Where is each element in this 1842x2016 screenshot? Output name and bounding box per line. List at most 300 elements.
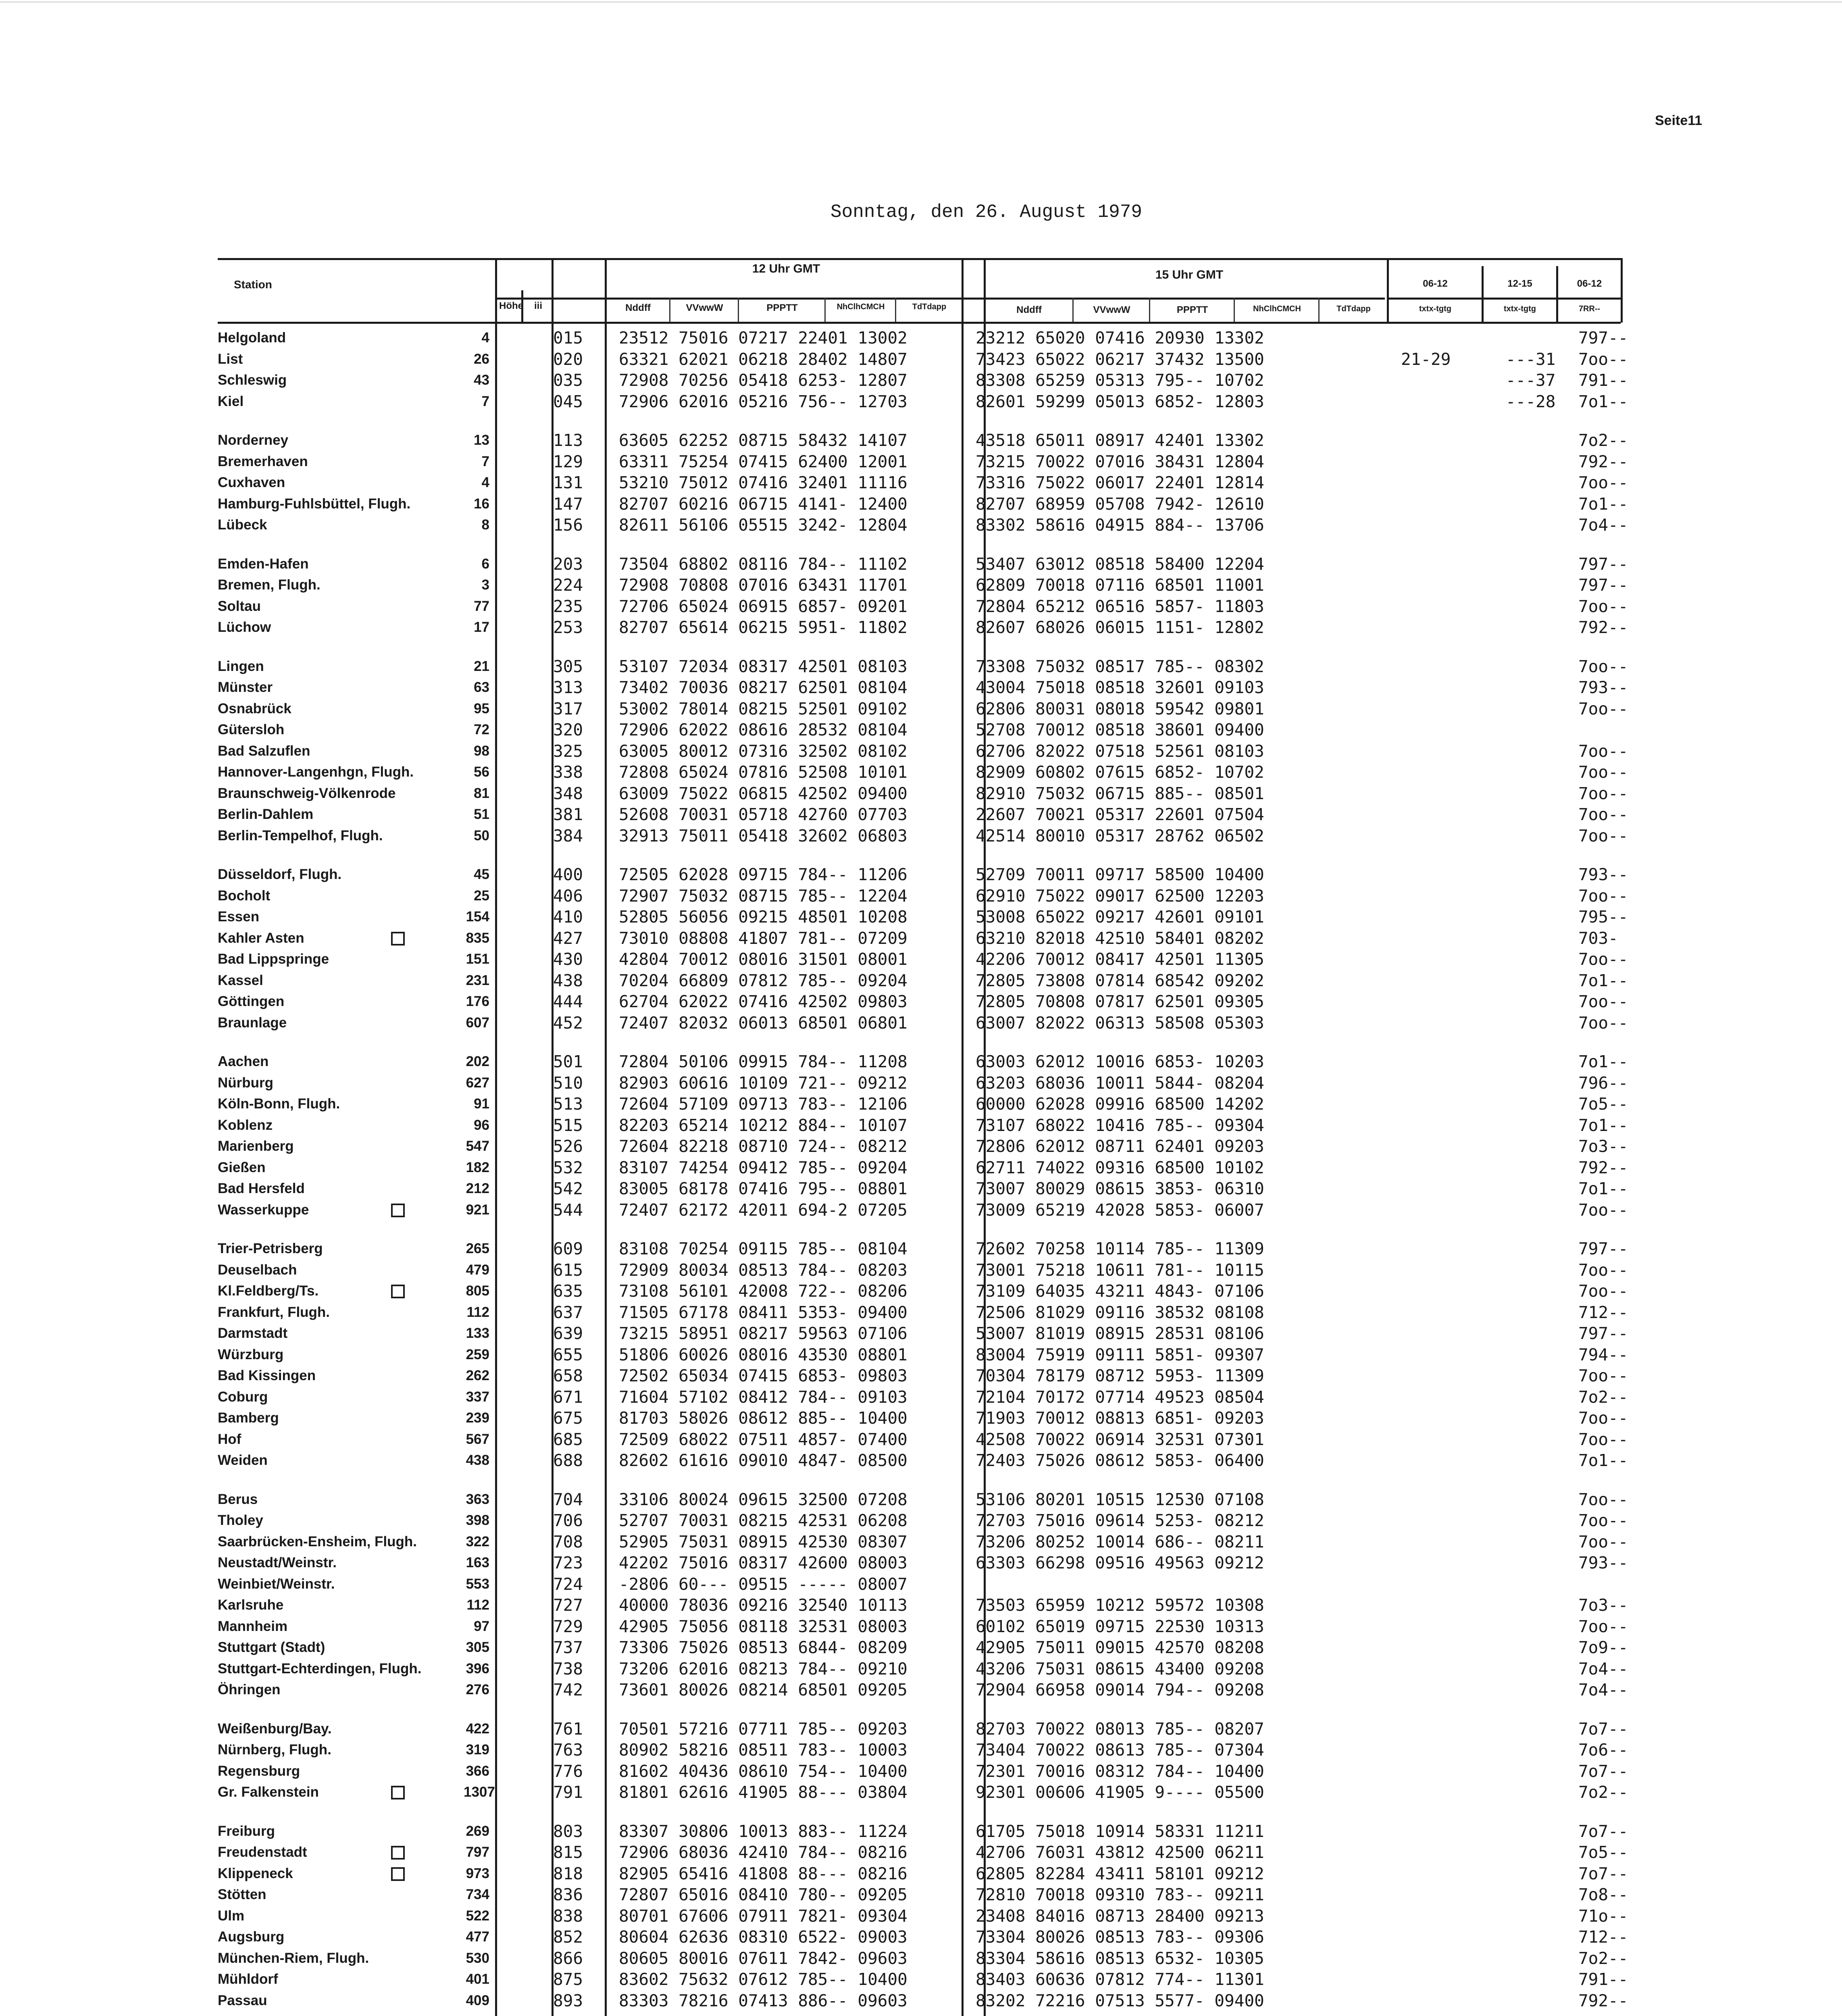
group-gap	[1506, 1803, 1555, 1821]
group-gap	[218, 2011, 476, 2016]
cell-text: 62806 80031 08018 59542 09801	[976, 699, 1264, 719]
table-cell-a	[1401, 949, 1451, 970]
table-cell-iii	[553, 991, 583, 1012]
cell-text: Coburg	[218, 1389, 268, 1405]
table-cell-g15	[976, 1344, 1264, 1366]
cell-text: 522	[466, 1908, 489, 1924]
cell-text: Koblenz	[218, 1117, 273, 1133]
table-cell-b	[1506, 741, 1555, 762]
table-cell-hoehe	[464, 1906, 489, 1927]
cell-text: Marienberg	[218, 1138, 294, 1154]
cell-text: 95	[474, 700, 489, 716]
cell-text: 794--	[1578, 1345, 1628, 1364]
cell-text: 72604 82218 08710 724-- 08212	[619, 1137, 907, 1156]
cell-text: Deuselbach	[218, 1262, 297, 1278]
table-cell-a	[1401, 656, 1451, 677]
table-cell-iii	[553, 596, 583, 617]
table-cell-hoehe	[464, 1718, 489, 1740]
rule-12-c3	[824, 298, 826, 322]
cell-text: 7oo--	[1578, 1429, 1628, 1449]
table-cell-b	[1506, 1450, 1555, 1471]
table-cell-b	[1506, 1408, 1555, 1429]
table-cell-a	[1401, 741, 1451, 762]
group-gap	[464, 1701, 489, 1718]
cell-text: 82909 60802 07615 6852- 10702	[976, 762, 1264, 782]
table-cell-hoehe	[464, 575, 489, 596]
cell-text: 797	[466, 1844, 489, 1860]
table-cell-iii	[553, 494, 583, 515]
table-cell-hoehe	[464, 762, 489, 783]
table-cell-hoehe	[464, 1136, 489, 1157]
table-cell-station	[218, 1679, 476, 1701]
cell-text: 42804 70012 08016 31501 08001	[619, 950, 907, 969]
table-cell-b	[1506, 1323, 1555, 1344]
table-cell-b	[1506, 391, 1555, 412]
table-cell-iii	[553, 451, 583, 473]
table-cell-c	[1578, 1408, 1628, 1429]
table-cell-hoehe	[464, 677, 489, 698]
table-cell-station	[218, 1093, 476, 1115]
cell-text: 23512 75016 07217 22401 13002	[619, 328, 907, 348]
cell-text: Regensburg	[218, 1763, 300, 1779]
cell-text: 253	[553, 618, 583, 637]
open-square-icon	[391, 1786, 405, 1799]
column-extra-b	[1506, 327, 1555, 2016]
table-cell-c	[1578, 1990, 1628, 2012]
table-cell-a	[1401, 1093, 1451, 1115]
cell-text: 83302 58616 04915 884-- 13706	[976, 515, 1264, 535]
group-gap	[1578, 1033, 1628, 1051]
table-cell-c	[1578, 596, 1628, 617]
cell-text: 409	[466, 1992, 489, 2008]
table-cell-c	[1578, 1260, 1628, 1281]
cell-text: 738	[553, 1659, 583, 1679]
cell-text: 72	[474, 722, 489, 737]
cell-text: 893	[553, 1991, 583, 2010]
group-gap	[976, 536, 1264, 554]
table-cell-g12	[619, 783, 907, 804]
cell-text: 262	[466, 1368, 489, 1383]
cell-text: 83308 65259 05313 795-- 10702	[976, 371, 1264, 390]
table-cell-g15	[976, 1387, 1264, 1408]
cell-text: 43206 75031 08615 43400 09208	[976, 1659, 1264, 1679]
table-cell-g12	[619, 1012, 907, 1034]
cell-text: Weißenburg/Bay.	[218, 1720, 332, 1737]
cell-text: 797--	[1578, 328, 1628, 348]
table-cell-g15	[976, 1012, 1264, 1034]
header-iii: iii	[534, 300, 542, 311]
table-cell-station	[218, 1948, 476, 1969]
cell-text: 793--	[1578, 865, 1628, 884]
cell-text: Schleswig	[218, 372, 287, 388]
table-cell-c	[1578, 1323, 1628, 1344]
table-cell-g15	[976, 451, 1264, 473]
group-gap	[218, 1803, 476, 1821]
table-cell-c	[1578, 1073, 1628, 1094]
cell-text: 163	[466, 1555, 489, 1570]
table-cell-c	[1578, 327, 1628, 349]
header-15-clouds: NhClhCMCH	[1253, 304, 1301, 313]
cell-text: 32913 75011 05418 32602 06803	[619, 826, 907, 846]
cell-text: 72805 73808 07814 68542 09202	[976, 971, 1264, 990]
table-cell-b	[1506, 991, 1555, 1012]
table-cell-iii	[553, 391, 583, 412]
table-cell-iii	[553, 1323, 583, 1344]
table-cell-station	[218, 885, 476, 907]
table-cell-iii	[553, 349, 583, 370]
cell-text: 685	[553, 1429, 583, 1449]
cell-text: 712--	[1578, 1927, 1628, 1947]
table-cell-iii	[553, 554, 583, 575]
table-cell-station	[218, 698, 476, 720]
table-cell-hoehe	[464, 472, 489, 494]
open-square-icon	[391, 1867, 405, 1881]
table-cell-iii	[553, 656, 583, 677]
group-gap	[218, 412, 476, 430]
cell-text: 82707 60216 06715 4141- 12400	[619, 494, 907, 514]
table-cell-a	[1401, 514, 1451, 536]
cell-text: 72602 70258 10114 785-- 11309	[976, 1239, 1264, 1258]
table-cell-a	[1401, 1658, 1451, 1680]
cell-text: 7	[481, 393, 489, 409]
table-cell-g12	[619, 1948, 907, 1969]
table-cell-g15	[976, 1552, 1264, 1574]
table-cell-a	[1401, 1429, 1451, 1450]
table-cell-g12	[619, 1969, 907, 1990]
cell-text: Braunschweig-Völkenrode	[218, 785, 396, 801]
cell-text: 73304 80026 08513 783-- 09306	[976, 1927, 1264, 1947]
table-cell-c	[1578, 1761, 1628, 1782]
cell-text: 803	[553, 1821, 583, 1841]
table-cell-iii	[553, 1718, 583, 1740]
cell-text: 176	[466, 993, 489, 1009]
table-cell-station	[218, 1200, 476, 1221]
table-cell-g15	[976, 719, 1264, 741]
table-cell-iii	[553, 1157, 583, 1179]
table-cell-g12	[619, 451, 907, 473]
header-station: Station	[234, 278, 272, 291]
table-cell-station	[218, 804, 476, 825]
group-gap	[218, 536, 476, 554]
cell-text: 73010 08808 41807 781-- 07209	[619, 928, 907, 948]
rule-subheader	[496, 298, 1385, 300]
cell-text: 381	[553, 805, 583, 824]
cell-text: 7o1--	[1578, 1052, 1628, 1071]
table-cell-station	[218, 1926, 476, 1948]
group-gap	[1401, 638, 1451, 656]
cell-text: Soltau	[218, 598, 261, 614]
table-cell-station	[218, 1012, 476, 1034]
table-cell-station	[218, 1115, 476, 1136]
table-cell-g12	[619, 885, 907, 907]
cell-text: 82611 56106 05515 3242- 12804	[619, 515, 907, 535]
table-cell-c	[1578, 1450, 1628, 1471]
table-cell-iii	[553, 1531, 583, 1553]
table-cell-g15	[976, 1658, 1264, 1680]
table-cell-b	[1506, 1178, 1555, 1200]
cell-text: 452	[553, 1013, 583, 1033]
table-cell-hoehe	[464, 1679, 489, 1701]
table-cell-iii	[553, 825, 583, 847]
table-cell-a	[1401, 970, 1451, 991]
table-cell-b	[1506, 1718, 1555, 1740]
cell-text: Lüchow	[218, 619, 271, 635]
rule-12-c4	[895, 298, 896, 322]
table-cell-station	[218, 1884, 476, 1906]
table-cell-b	[1506, 1012, 1555, 1034]
cell-text: 73404 70022 08613 785-- 07304	[976, 1740, 1264, 1760]
table-cell-iii	[553, 1969, 583, 1990]
cell-text: 73007 80029 08615 3853- 06310	[976, 1179, 1264, 1198]
cell-text: 635	[553, 1281, 583, 1301]
table-cell-a	[1401, 928, 1451, 949]
table-cell-g15	[976, 698, 1264, 720]
cell-text: 43	[474, 372, 489, 388]
cell-text: 42514 80010 05317 28762 06502	[976, 826, 1264, 846]
table-cell-b	[1506, 762, 1555, 783]
cell-text: 7oo--	[1578, 1511, 1628, 1530]
cell-text: 42508 70022 06914 32531 07301	[976, 1429, 1264, 1449]
cell-text: Bad Lippspringe	[218, 951, 329, 967]
table-cell-g15	[976, 1679, 1264, 1701]
table-cell-g12	[619, 327, 907, 349]
cell-text: Bad Kissingen	[218, 1368, 316, 1383]
cell-text: 26	[474, 351, 489, 367]
open-square-icon	[391, 1204, 405, 1217]
cell-text: München-Riem, Flugh.	[218, 1950, 369, 1966]
table-cell-iii	[553, 1552, 583, 1574]
cell-text: 7oo--	[1578, 805, 1628, 824]
table-cell-g15	[976, 1616, 1264, 1637]
cell-text: 72104 70172 07714 49523 08504	[976, 1387, 1264, 1407]
table-cell-g15	[976, 1595, 1264, 1616]
cell-text: Bamberg	[218, 1410, 279, 1426]
cell-text: 73423 65022 06217 37432 13500	[976, 349, 1264, 369]
table-cell-g15	[976, 906, 1264, 928]
table-cell-a	[1401, 1178, 1451, 1200]
cell-text: 22607 70021 05317 22601 07504	[976, 805, 1264, 824]
table-cell-hoehe	[464, 1200, 489, 1221]
cell-text: 6	[481, 556, 489, 572]
group-gap	[553, 1701, 583, 1718]
cell-text: List	[218, 351, 243, 367]
cell-text: 797--	[1578, 1324, 1628, 1343]
table-cell-a	[1401, 1782, 1451, 1803]
table-cell-g15	[976, 825, 1264, 847]
group-gap	[553, 846, 583, 864]
group-gap	[976, 1220, 1264, 1238]
cell-text: 712--	[1578, 1302, 1628, 1322]
cell-text: 422	[466, 1720, 489, 1737]
group-gap	[218, 1701, 476, 1718]
cell-text: 791	[553, 1783, 583, 1802]
table-cell-g12	[619, 1429, 907, 1450]
cell-text: Kl.Feldberg/Ts.	[218, 1283, 319, 1299]
table-cell-g15	[976, 1574, 1264, 1595]
cell-text: 62805 82284 43411 58101 09212	[976, 1864, 1264, 1883]
table-cell-g15	[976, 1884, 1264, 1906]
table-cell-g15	[976, 656, 1264, 677]
cell-text: 72502 65034 07415 6853- 09803	[619, 1366, 907, 1385]
table-cell-c	[1578, 928, 1628, 949]
cell-text: Stuttgart (Stadt)	[218, 1639, 325, 1655]
table-cell-c	[1578, 514, 1628, 536]
cell-text: 82607 68026 06015 1151- 12802	[976, 618, 1264, 637]
table-cell-a	[1401, 1552, 1451, 1574]
table-cell-a	[1401, 1302, 1451, 1323]
cell-text: 45	[474, 866, 489, 882]
cell-text: Tholey	[218, 1512, 263, 1528]
table-cell-g12	[619, 1115, 907, 1136]
cell-text: 479	[466, 1262, 489, 1278]
cell-text: 553	[466, 1576, 489, 1592]
table-cell-g12	[619, 1782, 907, 1803]
table-cell-hoehe	[464, 370, 489, 391]
column-station	[218, 327, 476, 2016]
cell-text: 71o--	[1578, 1906, 1628, 1926]
table-cell-g12	[619, 656, 907, 677]
table-cell-hoehe	[464, 1990, 489, 2012]
cell-text: 322	[466, 1533, 489, 1549]
cell-text: 7o5--	[1578, 1843, 1628, 1862]
table-cell-b	[1506, 783, 1555, 804]
cell-text: 7o7--	[1578, 1719, 1628, 1739]
table-cell-iii	[553, 1990, 583, 2012]
column-hoehe	[464, 327, 495, 2016]
table-cell-station	[218, 949, 476, 970]
cell-text: 7oo--	[1578, 1013, 1628, 1033]
table-cell-c	[1578, 1115, 1628, 1136]
table-cell-b	[1506, 617, 1555, 638]
group-gap	[1578, 1220, 1628, 1238]
cell-text: 688	[553, 1451, 583, 1470]
cell-text: Helgoland	[218, 330, 286, 346]
table-cell-g15	[976, 970, 1264, 991]
table-cell-b	[1506, 906, 1555, 928]
table-cell-iii	[553, 1012, 583, 1034]
table-cell-iii	[553, 1948, 583, 1969]
table-cell-iii	[553, 741, 583, 762]
table-cell-g15	[976, 1489, 1264, 1510]
table-cell-iii	[553, 1863, 583, 1885]
table-cell-station	[218, 1718, 476, 1740]
cell-text: 607	[466, 1014, 489, 1031]
table-cell-g12	[619, 1408, 907, 1429]
cell-text: 7oo--	[1578, 1281, 1628, 1301]
cell-text: 98	[474, 743, 489, 759]
table-cell-station	[218, 928, 476, 949]
table-cell-g12	[619, 1906, 907, 1927]
table-cell-iii	[553, 1782, 583, 1803]
table-cell-station	[218, 1842, 476, 1863]
cell-text: 72908 70256 05418 6253- 12807	[619, 371, 907, 390]
table-cell-g12	[619, 370, 907, 391]
cell-text: 42202 75016 08317 42600 08003	[619, 1553, 907, 1572]
cell-text: 83202 72216 07513 5577- 09400	[976, 1991, 1264, 2010]
cell-text: 43518 65011 08917 42401 13302	[976, 431, 1264, 450]
table-cell-c	[1578, 617, 1628, 638]
table-cell-g15	[976, 864, 1264, 885]
cell-text: 42206 70012 08417 42501 11305	[976, 950, 1264, 969]
table-cell-b	[1506, 1051, 1555, 1073]
table-cell-hoehe	[464, 1093, 489, 1115]
group-gap	[464, 638, 489, 656]
table-cell-station	[218, 617, 476, 638]
cell-text: 7o1--	[1578, 494, 1628, 514]
table-cell-iii	[553, 1761, 583, 1782]
table-cell-station	[218, 1616, 476, 1637]
cell-text: Braunlage	[218, 1014, 287, 1031]
table-cell-g12	[619, 1595, 907, 1616]
table-cell-b	[1506, 1574, 1555, 1595]
table-cell-hoehe	[464, 1863, 489, 1885]
cell-text: 63009 75022 06815 42502 09400	[619, 783, 907, 803]
table-cell-b	[1506, 1302, 1555, 1323]
table-cell-g15	[976, 1429, 1264, 1450]
table-cell-g12	[619, 514, 907, 536]
table-cell-c	[1578, 1739, 1628, 1761]
table-cell-g12	[619, 677, 907, 698]
table-cell-g12	[619, 596, 907, 617]
table-cell-c	[1578, 1679, 1628, 1701]
table-cell-c	[1578, 1051, 1628, 1073]
table-cell-station	[218, 451, 476, 473]
table-cell-station	[218, 1574, 476, 1595]
table-cell-iii	[553, 970, 583, 991]
cell-text: -2806 60--- 09515 ----- 08007	[619, 1574, 907, 1594]
table-cell-hoehe	[464, 327, 489, 349]
cell-text: ---28	[1506, 392, 1556, 411]
cell-text: 7o1--	[1578, 392, 1628, 411]
cell-text: Hannover-Langenhgn, Flugh.	[218, 764, 414, 780]
table-cell-b	[1506, 1782, 1555, 1803]
cell-text: 72804 65212 06516 5857- 11803	[976, 596, 1264, 616]
rule-12-c1	[669, 298, 670, 322]
cell-text: 72908 70808 07016 63431 11701	[619, 575, 907, 595]
cell-text: 734	[466, 1887, 489, 1902]
table-cell-a	[1401, 1115, 1451, 1136]
header-15-ppptt: PPPTT	[1176, 304, 1208, 315]
cell-text: 544	[553, 1200, 583, 1220]
table-cell-iii	[553, 804, 583, 825]
table-cell-g15	[976, 514, 1264, 536]
group-gap	[218, 1471, 476, 1489]
table-cell-station	[218, 719, 476, 741]
table-cell-station	[218, 1906, 476, 1927]
group-gap	[619, 412, 907, 430]
cell-text: 235	[553, 596, 583, 616]
cell-text: 73308 75032 08517 785-- 08302	[976, 656, 1264, 676]
group-gap	[1506, 638, 1555, 656]
table-cell-iii	[553, 617, 583, 638]
cell-text: 671	[553, 1387, 583, 1407]
table-cell-g15	[976, 1531, 1264, 1553]
table-cell-a	[1401, 1574, 1451, 1595]
rule-station-hoehe	[495, 258, 497, 2016]
table-cell-g12	[619, 1387, 907, 1408]
table-cell-g15	[976, 1178, 1264, 1200]
table-cell-g12	[619, 970, 907, 991]
group-gap	[464, 846, 489, 864]
cell-text: 510	[553, 1073, 583, 1093]
table-cell-b	[1506, 1969, 1555, 1990]
cell-text: Berlin-Dahlem	[218, 806, 314, 822]
column-12-uhr	[619, 327, 907, 2016]
table-cell-station	[218, 1178, 476, 1200]
cell-text: 363	[466, 1491, 489, 1507]
cell-text: 7oo--	[1578, 950, 1628, 969]
table-cell-station	[218, 1552, 476, 1574]
